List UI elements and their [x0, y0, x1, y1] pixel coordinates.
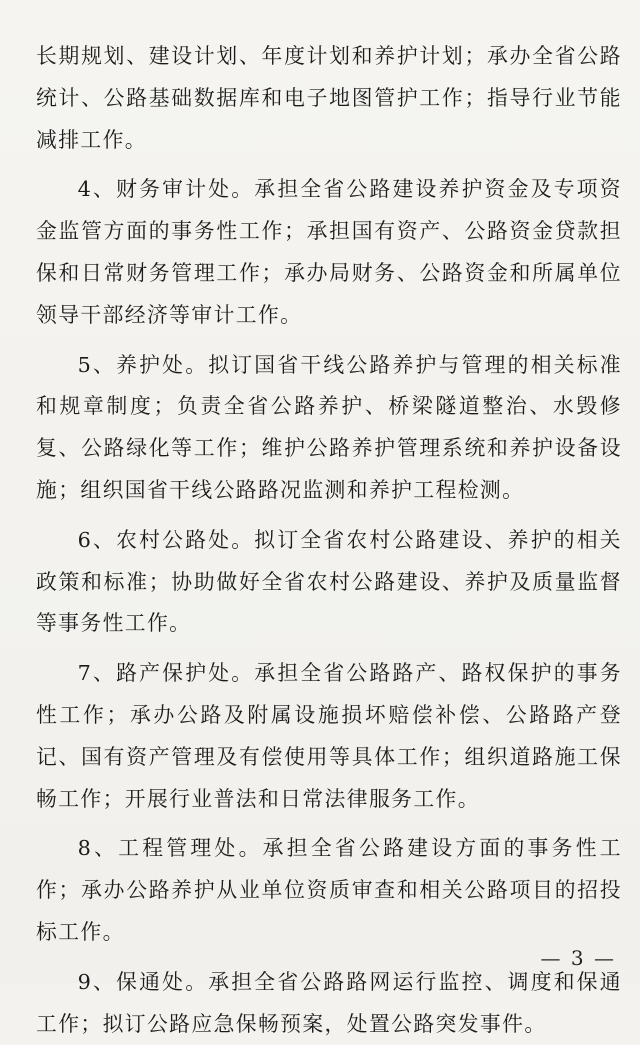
paragraph-road-asset-protection: 7、路产保护处。承担全省公路路产、路权保护的事务性工作；承办公路及附属设施损坏赔偿补偿、公路路产登记、国有资产管理及有偿使用等具体工作；组织道路施工保畅工作；开展行业普法和日常法律服务工作。: [36, 661, 622, 811]
paragraph-rural-roads: 6、农村公路处。拟订全省农村公路建设、养护的相关政策和标准；协助做好全省农村公路建设、养护及质量监督等事务性工作。: [36, 527, 622, 636]
paragraph-traffic-assurance: 9、保通处。承担全省公路路网运行监控、调度和保通工作；拟订公路应急保畅预案，处置公路突发事件。: [36, 969, 622, 1036]
paragraph-maintenance: 5、养护处。拟订国省干线公路养护与管理的相关标准和规章制度；负责全省公路养护、桥梁隧道整治、水毁修复、公路绿化等工作；维护公路养护管理系统和养护设备设施；组织国省干线公路路况监测和养护工程检测。: [36, 352, 622, 502]
paragraph-continuation: 长期规划、建设计划、年度计划和养护计划；承办全省公路统计、公路基础数据库和电子地图管护工作；指导行业节能减排工作。: [36, 44, 622, 152]
page-number: — 3 —: [540, 946, 616, 970]
document-body: [36, 36, 622, 1045]
paragraph-engineering-management: 8、工程管理处。承担全省公路建设方面的事务性工作；承办公路养护从业单位资质审查和相关公路项目的招投标工作。: [36, 836, 622, 944]
paragraph-finance-audit: 4、财务审计处。承担全省公路建设养护资金及专项资金监管方面的事务性工作；承担国有资产、公路资金贷款担保和日常财务管理工作；承办局财务、公路资金和所属单位领导干部经济等审计工作。: [36, 177, 622, 327]
